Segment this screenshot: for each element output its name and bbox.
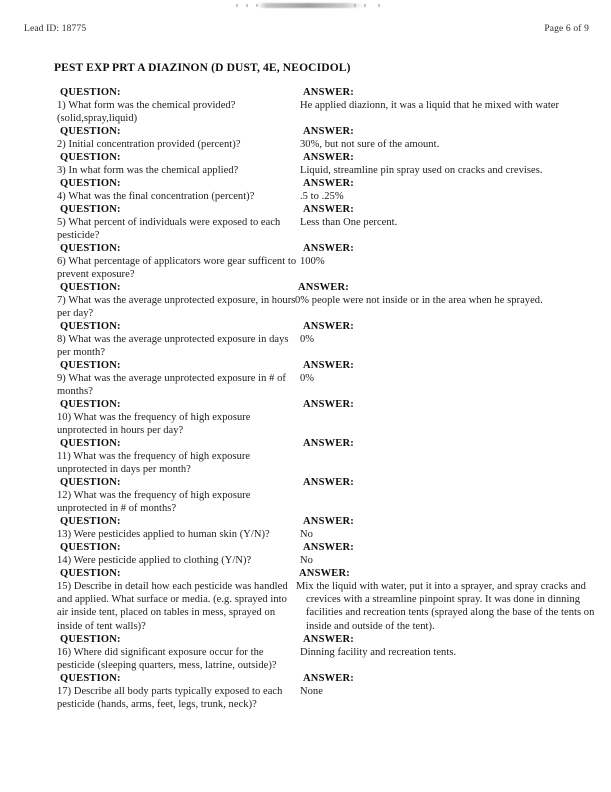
answer-label: ANSWER: xyxy=(303,438,354,449)
answer-label: ANSWER: xyxy=(303,321,354,332)
answer-text: 0% xyxy=(300,334,315,345)
question-column xyxy=(57,151,297,177)
question-text: 17) Describe all body parts typically exposed to each pesticide (hands, arms, feet, legs, trunk, neck)? xyxy=(57,686,283,711)
question-label: QUESTION: xyxy=(60,87,121,98)
answer-column xyxy=(300,320,600,346)
answer-column xyxy=(300,633,600,659)
answer-column xyxy=(300,515,600,541)
answer-label: ANSWER: xyxy=(299,568,350,579)
question-text: 4) What was the final concentration (percent)? xyxy=(57,191,255,202)
question-column xyxy=(57,633,297,672)
answer-text: Liquid, streamline pin spray used on cracks and crevises. xyxy=(300,165,543,176)
question-label: QUESTION: xyxy=(60,204,121,215)
qa-item xyxy=(0,437,611,476)
scan-artifact-speckles xyxy=(236,3,386,8)
qa-item xyxy=(0,515,611,541)
answer-label: ANSWER: xyxy=(303,399,354,410)
answer-label: ANSWER: xyxy=(303,673,354,684)
answer-text: Dinning facility and recreation tents. xyxy=(300,647,457,658)
answer-text: 0% people were not inside or in the area when he sprayed. xyxy=(295,295,543,306)
answer-column xyxy=(300,359,600,385)
question-column xyxy=(57,177,297,203)
question-column xyxy=(57,86,297,125)
answer-text: Less than One percent. xyxy=(300,217,398,228)
question-label: QUESTION: xyxy=(60,568,121,579)
answer-column xyxy=(300,437,600,450)
answer-label: ANSWER: xyxy=(303,516,354,527)
question-label: QUESTION: xyxy=(60,673,121,684)
question-label: QUESTION: xyxy=(60,399,121,410)
question-text: 8) What was the average unprotected exposure in days per month? xyxy=(57,334,289,359)
answer-label: ANSWER: xyxy=(303,477,354,488)
page-title: PEST EXP PRT A DIAZINON (D DUST, 4E, NEOCIDOL) xyxy=(54,62,351,74)
answer-label: ANSWER: xyxy=(303,634,354,645)
question-text: 3) In what form was the chemical applied? xyxy=(57,165,239,176)
question-label: QUESTION: xyxy=(60,126,121,137)
qa-item xyxy=(0,203,611,242)
question-label: QUESTION: xyxy=(60,477,121,488)
answer-column xyxy=(300,203,600,229)
question-label: QUESTION: xyxy=(60,282,121,293)
qa-item xyxy=(0,541,611,567)
question-column xyxy=(57,203,297,242)
qa-item xyxy=(0,398,611,437)
answer-text: .5 to .25% xyxy=(300,191,344,202)
question-label: QUESTION: xyxy=(60,152,121,163)
answer-text: None xyxy=(300,686,323,697)
answer-text: No xyxy=(300,529,313,540)
question-column xyxy=(57,320,297,359)
page-number: Page 6 of 9 xyxy=(544,24,589,34)
qa-item xyxy=(0,476,611,515)
answer-text: He applied diazionn, it was a liquid that he mixed with water xyxy=(300,100,560,111)
qa-item xyxy=(0,567,611,633)
qa-item xyxy=(0,125,611,151)
qa-item xyxy=(0,672,611,711)
question-column xyxy=(57,242,297,281)
qa-item xyxy=(0,359,611,398)
qa-item xyxy=(0,151,611,177)
answer-column xyxy=(300,86,600,112)
question-label: QUESTION: xyxy=(60,321,121,332)
answer-column xyxy=(300,177,600,203)
answer-column xyxy=(300,541,600,567)
question-column xyxy=(57,515,297,541)
qa-item xyxy=(0,633,611,672)
question-label: QUESTION: xyxy=(60,360,121,371)
question-column xyxy=(57,476,297,515)
question-label: QUESTION: xyxy=(60,243,121,254)
question-text: 16) Where did significant exposure occur for the pesticide (sleeping quarters, mess, latrine, outside)? xyxy=(57,647,277,672)
answer-label: ANSWER: xyxy=(303,126,354,137)
question-text: 13) Were pesticides applied to human skin (Y/N)? xyxy=(57,529,270,540)
question-text: 11) What was the frequency of high exposure unprotected in days per month? xyxy=(57,451,251,476)
page-header xyxy=(0,24,611,40)
answer-label: ANSWER: xyxy=(303,204,354,215)
answer-column xyxy=(295,281,603,307)
answer-text: 0% xyxy=(300,373,315,384)
answer-label: ANSWER: xyxy=(298,282,349,293)
question-column xyxy=(57,398,297,437)
answer-text: Mix the liquid with water, put it into a sprayer, and spray cracks and crevices with a streamline pinpoint spray. It was done in dinning facilities and recreation tents (sprayed along the base of the tents on inside and outside of the tent). xyxy=(296,581,595,632)
question-column xyxy=(57,281,297,320)
answer-text: 30%, but not sure of the amount. xyxy=(300,139,440,150)
answer-label: ANSWER: xyxy=(303,542,354,553)
qa-list xyxy=(0,86,611,711)
answer-text: 100% xyxy=(300,256,325,267)
question-label: QUESTION: xyxy=(60,634,121,645)
question-text: 14) Were pesticide applied to clothing (Y/N)? xyxy=(57,555,252,566)
question-label: QUESTION: xyxy=(60,178,121,189)
question-text: 2) Initial concentration provided (percent)? xyxy=(57,139,241,150)
question-column xyxy=(57,567,297,633)
answer-column xyxy=(296,567,601,633)
question-label: QUESTION: xyxy=(60,438,121,449)
qa-item xyxy=(0,86,611,125)
answer-column xyxy=(300,242,600,268)
answer-column xyxy=(300,398,600,411)
question-text: 6) What percentage of applicators wore gear sufficent to prevent exposure? xyxy=(57,256,297,281)
answer-label: ANSWER: xyxy=(303,87,354,98)
qa-item xyxy=(0,281,611,320)
answer-column xyxy=(300,476,600,489)
question-text: 1) What form was the chemical provided?(solid,spray,liquid) xyxy=(57,100,236,125)
answer-label: ANSWER: xyxy=(303,360,354,371)
answer-label: ANSWER: xyxy=(303,243,354,254)
question-text: 12) What was the frequency of high exposure unprotected in # of months? xyxy=(57,490,251,515)
question-text: 10) What was the frequency of high exposure unprotected in hours per day? xyxy=(57,412,251,437)
answer-column xyxy=(300,125,600,151)
qa-item xyxy=(0,177,611,203)
answer-text: No xyxy=(300,555,313,566)
question-column xyxy=(57,541,297,567)
question-text: 7) What was the average unprotected exposure, in hours per day? xyxy=(57,295,296,320)
answer-label: ANSWER: xyxy=(303,178,354,189)
question-column xyxy=(57,125,297,151)
qa-item xyxy=(0,242,611,281)
answer-label: ANSWER: xyxy=(303,152,354,163)
question-label: QUESTION: xyxy=(60,516,121,527)
question-column xyxy=(57,672,297,711)
question-text: 9) What was the average unprotected exposure in # of months? xyxy=(57,373,286,398)
qa-item xyxy=(0,320,611,359)
question-column xyxy=(57,437,297,476)
question-text: 5) What percent of individuals were exposed to each pesticide? xyxy=(57,217,281,242)
answer-column xyxy=(300,151,600,177)
question-label: QUESTION: xyxy=(60,542,121,553)
lead-id: Lead ID: 18775 xyxy=(24,24,87,34)
question-column xyxy=(57,359,297,398)
answer-column xyxy=(300,672,600,698)
question-text: 15) Describe in detail how each pesticide was handled and applied. What surface or media. (e.g. sprayed into air inside tent, placed on tables in mess, sprayed on inside of tent walls)? xyxy=(57,581,288,632)
